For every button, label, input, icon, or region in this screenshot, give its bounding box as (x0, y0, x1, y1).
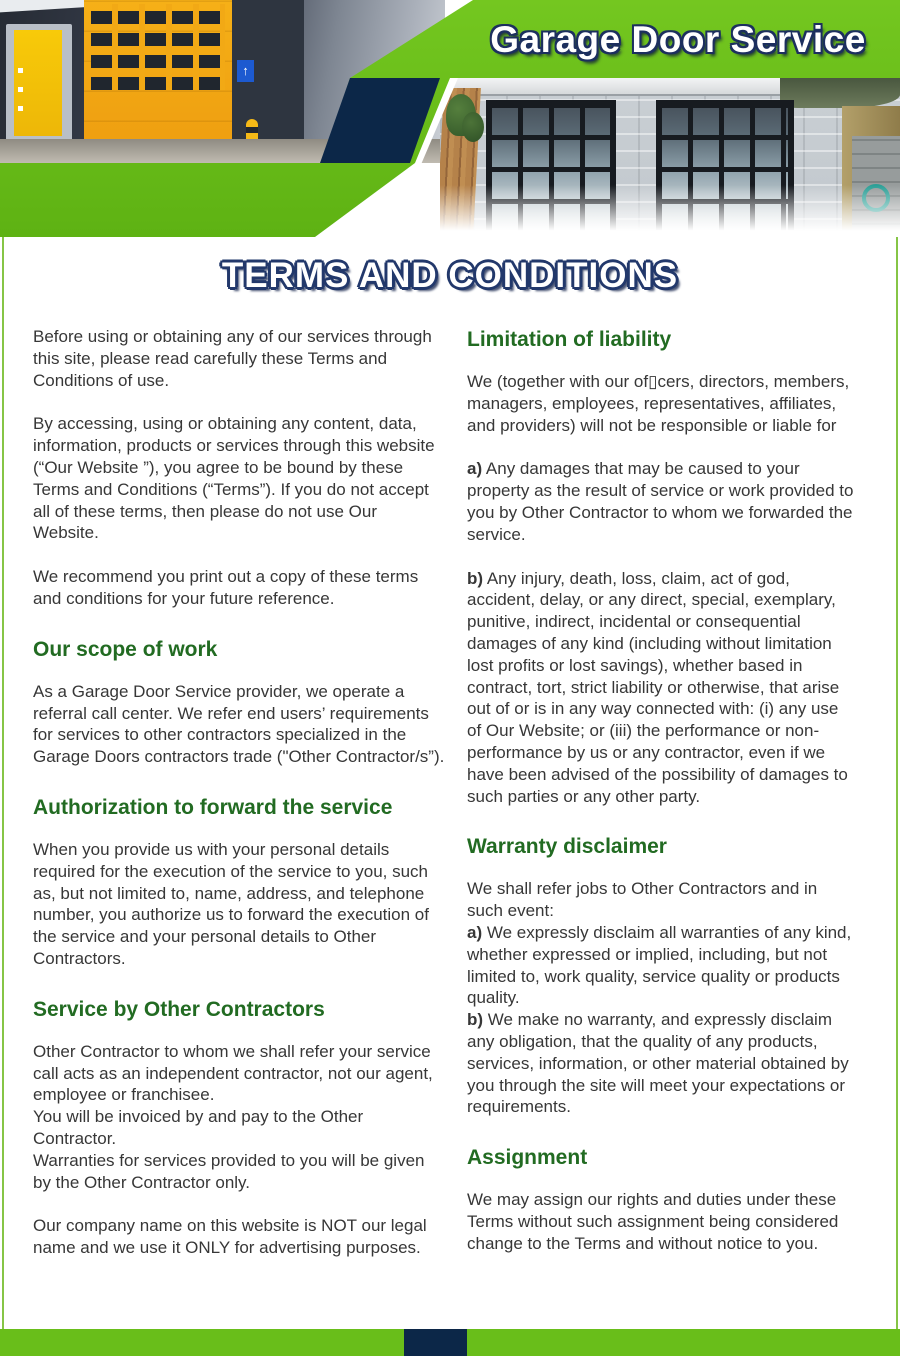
paragraph: We recommend you print out a copy of these terms and conditions for your future reference. (33, 567, 419, 608)
right-column (467, 326, 857, 1281)
content-area (0, 237, 900, 1329)
paragraph: Other Contractor to whom we shall refer your service call acts as an independent contractor, not our agent, employee or franchisee. You will be invoiced by and pay to the Other Contractor. Warranties for services provided to you will be given by the Other Contractor only. (33, 1041, 433, 1192)
left-green-border (2, 237, 4, 1329)
paragraph: We shall refer jobs to Other Contractors and in such event: a) We expressly disclaim all warranties of any kind, whether expressed or implied, including, but not limited to, work quality, service quality or products quality. b) We make no warranty, and expressly disclaim any obligation, that the quality of any products, services, information, or other material obtained by you through the site will meet your expectations or requirements. (467, 879, 852, 1117)
paragraph: b) Any injury, death, loss, claim, act of god, accident, delay, or any direct, special, exemplary, punitive, indirect, incidental or consequential damages of any kind (including without limitation lost profits or lost savings), whether based in contract, tort, strict liability or otherwise, that arise out of or is in any way connected with: (i) any use of Our Website; or (iii) the performance or non-performance by us or any contractor, even if we have been advised of the possibility of damages to such parties or any other party. (467, 568, 848, 806)
section-heading: Our scope of work (33, 637, 218, 661)
section-heading: Authorization to forward the service (33, 795, 393, 819)
footer-bar (0, 1329, 900, 1356)
up-arrow-sign-icon: ↑ (237, 60, 254, 82)
left-column (33, 326, 447, 1281)
paragraph: As a Garage Door Service provider, we operate a referral call center. We refer end users’ requirements for services to other contractors specialized in the Garage Doors contractors trade ("Other Contractor/s”). (33, 681, 445, 767)
section-heading: Service by Other Contractors (33, 997, 325, 1021)
page-title: TERMS AND CONDITIONS (221, 256, 679, 295)
paragraph: By accessing, using or obtaining any content, data, information, products or services through this website (“Our Website ”), you agree to be bound by these Terms and Conditions (“Terms”). If you do not accept all of these terms, then please do not use Our Website. (33, 414, 435, 543)
paragraph: We (together with our of▯cers, directors, members, managers, employees, representatives, affiliates, and providers) will not be responsible or liable for (467, 372, 850, 435)
two-column-text (0, 296, 900, 1281)
footer-navy-block (404, 1329, 467, 1356)
brand-title: Garage Door Service (490, 19, 866, 60)
paragraph: Before using or obtaining any of our services through this site, please read carefully these Terms and Conditions of use. (33, 327, 432, 390)
paragraph: Our company name on this website is NOT our legal name and we use it ONLY for advertising purposes. (33, 1216, 427, 1258)
header-banner (0, 0, 900, 237)
paragraph: a) Any damages that may be caused to your property as the result of service or work provided to you by Other Contractor to whom we forwarded the service. (467, 459, 854, 544)
right-green-border (896, 237, 898, 1329)
section-heading: Warranty disclaimer (467, 835, 667, 859)
paragraph: We may assign our rights and duties under these Terms without such assignment being considered change to the Terms and without notice to you. (467, 1190, 839, 1253)
section-heading: Limitation of liability (467, 328, 672, 351)
section-heading: Assignment (467, 1146, 588, 1170)
paragraph: When you provide us with your personal details required for the execution of the service to you, such as, but not limited to, name, address, and telephone number, you authorize us to forward the execution of the service and your personal details to Other Contractors. (33, 839, 429, 968)
